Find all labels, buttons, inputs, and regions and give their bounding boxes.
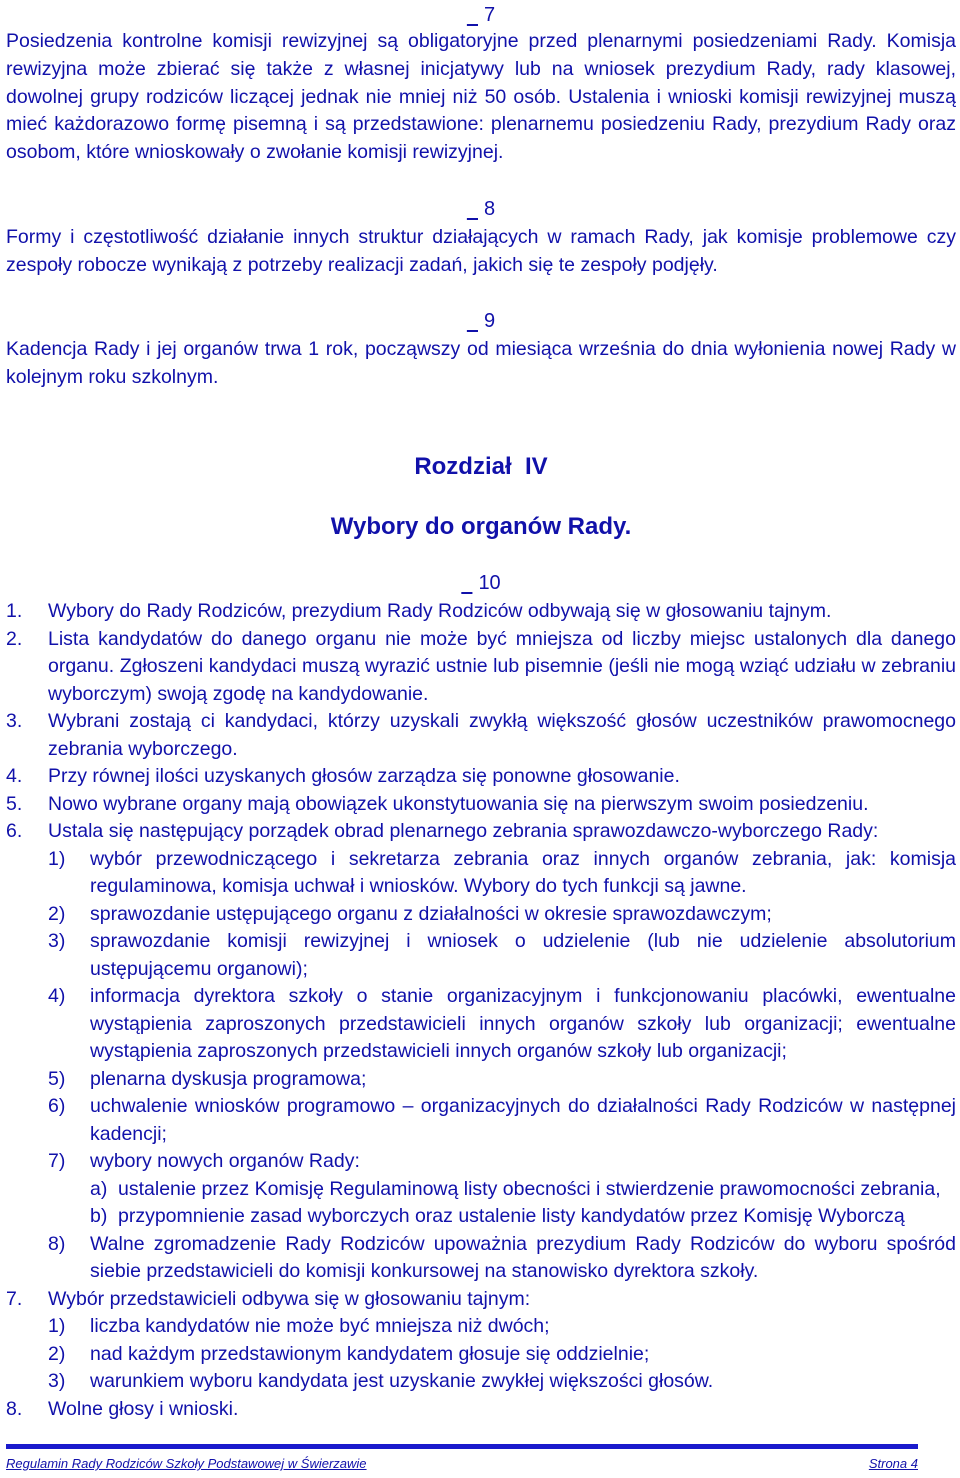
sub-list-item: 8) Walne zgromadzenie Rady Rodziców upoważnia prezydium Rady Rodziców do wyboru spośród siebie przedstawicieli do komisji konkursowej na stanowisko dyrektora szkoły.: [48, 1232, 956, 1282]
section-7-heading: [6, 2, 956, 28]
sub-list-item: 3) warunkiem wyboru kandydata jest uzyskanie zwykłej większości głosów.: [48, 1370, 714, 1392]
section-sign-icon: [461, 572, 472, 594]
sub-sub-list-item: a) ustalenie przez Komisję Regulaminową listy obecności i stwierdzenie prawomocności zebrania,: [90, 1177, 941, 1200]
sub-list-item: 5) plenarna dyskusja programowa;: [48, 1067, 367, 1090]
section-sign-icon: [467, 198, 478, 220]
section-sign-icon: [467, 4, 478, 26]
section-10-list: [6, 598, 956, 1423]
section-8-label: 8: [484, 198, 496, 220]
section-10-label: 10: [478, 572, 501, 594]
list-item: 6. Ustala się następujący porządek obrad plenarnego zebrania sprawozdawczo-wyborczego Rady: 1) wybór przewodniczącego i sekretarza zebrania oraz innych organów zebrania, jak: komisja regulaminowa, komisja uchwał i wniosków. Wybory do tych funkcji są jawne. 2) sprawozdanie ustępującego organu z działalności w okresie sprawozdawczym; 3) sprawozdanie komisji rewizyjnej i wniosek o udzielenie (lub nie udzielenie absolutorium ustępującemu organowi); 4) informacja dyrektora szkoły o stanie organizacyjnym i funkcjonowaniu placówki, ewentualne wystąpienia zaproszonych przedstawicieli innych organów szkoły lub organizacji; ewentualne wystąpienia zaproszonych przedstawicieli innych organów szkoły lub organizacji; 5) plenarna dyskusja programowa; 6) uchwalenie wniosków programowo – organizacyjnych do działalności Rady Rodziców w następnej kadencji; 7) wybory nowych organów Rady: a) ustalenie przez Komisję Regulaminową listy obecności i stwierdzenie prawomocności zebrania, b) przypomnienie zasad wyborczych oraz ustalenie listy kandydatów przez Komisję Wyborczą 8) Walne zgromadzenie Rady Rodziców upoważnia prezydium Rady Rodziców do wyboru spośród siebie przedstawicieli do komisji konkursowej na stanowisko dyrektora szkoły.: [6, 818, 956, 1286]
list-item: 1. Wybory do Rady Rodziców, prezydium Rady Rodziców odbywają się w głosowaniu tajnym.: [6, 600, 832, 622]
section-7-text: Posiedzenia kontrolne komisji rewizyjnej są obligatoryjne przed plenarnymi posiedzeniami Rady. Komisja rewizyjna może zbierać się także z własnej inicjatywy lub na wniosek prezydium Rady, rady klasowej, dowolnej grupy rodziców liczącej jednak nie mniej niż 50 osób. Ustalenia i wnioski komisji rewizyjnej muszą mieć każdorazowo formę pisemną i są przedstawione: plenarnemu posiedzeniu Rady, prezydium Rady oraz osobom, które wnioskowały o zwołanie komisji rewizyjnej.: [6, 30, 956, 164]
section-9-text: Kadencja Rady i jej organów trwa 1 rok, począwszy od miesiąca września do dnia wyłonienia nowej Rady w kolejnym roku szkolnym.: [6, 338, 956, 388]
sub-list-item: 1) wybór przewodniczącego i sekretarza zebrania oraz innych organów zebrania, jak: komisja regulaminowa, komisja uchwał i wniosków. Wybory do tych funkcji są jawne.: [48, 847, 956, 897]
sub-list-item: 4) informacja dyrektora szkoły o stanie organizacyjnym i funkcjonowaniu placówki, ewentualne wystąpienia zaproszonych przedstawicieli innych organów szkoły lub organizacji; ewentualne wystąpienia zaproszonych przedstawicieli innych organów szkoły lub organizacji;: [48, 985, 956, 1062]
sub-list-item: 6) uchwalenie wniosków programowo – organizacyjnych do działalności Rady Rodziców w następnej kadencji;: [48, 1095, 956, 1145]
sub-list-item: 2) nad każdym przedstawionym kandydatem głosuje się oddzielnie;: [48, 1342, 650, 1365]
sub-list-item: 7) wybory nowych organów Rady: a) ustalenie przez Komisję Regulaminową listy obecności i stwierdzenie prawomocności zebrania, b) przypomnienie zasad wyborczych oraz ustalenie listy kandydatów przez Komisję Wyborczą: [48, 1148, 956, 1231]
list-item: 7. Wybór przedstawicieli odbywa się w głosowaniu tajnym: 1) liczba kandydatów nie może być mniejsza niż dwóch; 2) nad każdym przedstawionym kandydatem głosuje się oddzielnie; 3) warunkiem wyboru kandydata jest uzyskanie zwykłej większości głosów.: [6, 1286, 956, 1396]
footer-document-title: Regulamin Rady Rodziców Szkoły Podstawowej w Świerzawie: [6, 1456, 367, 1471]
sub-sub-list-item: b) przypomnienie zasad wyborczych oraz ustalenie listy kandydatów przez Komisję Wyborczą: [90, 1205, 905, 1227]
footer-page-number: Strona 4: [868, 1456, 918, 1471]
chapter-subtitle: Wybory do organów Rady.: [330, 513, 632, 540]
section-10-heading: [6, 570, 956, 596]
footer-rule: [6, 1444, 918, 1449]
list-item: 3. Wybrani zostają ci kandydaci, którzy uzyskali zwykłą większość głosów uczestników prawomocnego zebrania wyborczego.: [6, 710, 956, 760]
section-8-heading: [6, 196, 956, 222]
sub-list-item: 1) liczba kandydatów nie może być mniejsza niż dwóch;: [48, 1315, 550, 1337]
section-8-text: Formy i częstotliwość działanie innych struktur działających w ramach Rady, jak komisje problemowe czy zespoły robocze wynikają z potrzeby realizacji zadań, jakich się te zespoły podjęły.: [6, 226, 956, 276]
list-item: 5. Nowo wybrane organy mają obowiązek ukonstytuowania się na pierwszym swoim posiedzeniu.: [6, 792, 869, 815]
sub-list-item: 2) sprawozdanie ustępującego organu z działalności w okresie sprawozdawczym;: [48, 902, 772, 925]
section-9-heading: [6, 308, 956, 334]
list-item: 4. Przy równej ilości uzyskanych głosów zarządza się ponowne głosowanie.: [6, 765, 680, 787]
sub-list-item: 3) sprawozdanie komisji rewizyjnej i wniosek o udzielenie (lub nie udzielenie absolutorium ustępującemu organowi);: [48, 930, 956, 980]
list-item: 8. Wolne głosy i wnioski.: [6, 1397, 239, 1420]
chapter-title: Rozdział IV: [414, 453, 548, 480]
section-sign-icon: [467, 310, 478, 332]
section-7-label: 7: [484, 4, 496, 26]
section-9-label: 9: [484, 310, 496, 332]
list-item: 2. Lista kandydatów do danego organu nie może być mniejsza od liczby miejsc ustalonych dla danego organu. Zgłoszeni kandydaci muszą wyrazić ustnie lub pisemnie (jeśli nie mogą wziąć udziału w zebraniu wyborczym) swoją zgodę na kandydowanie.: [6, 627, 956, 705]
